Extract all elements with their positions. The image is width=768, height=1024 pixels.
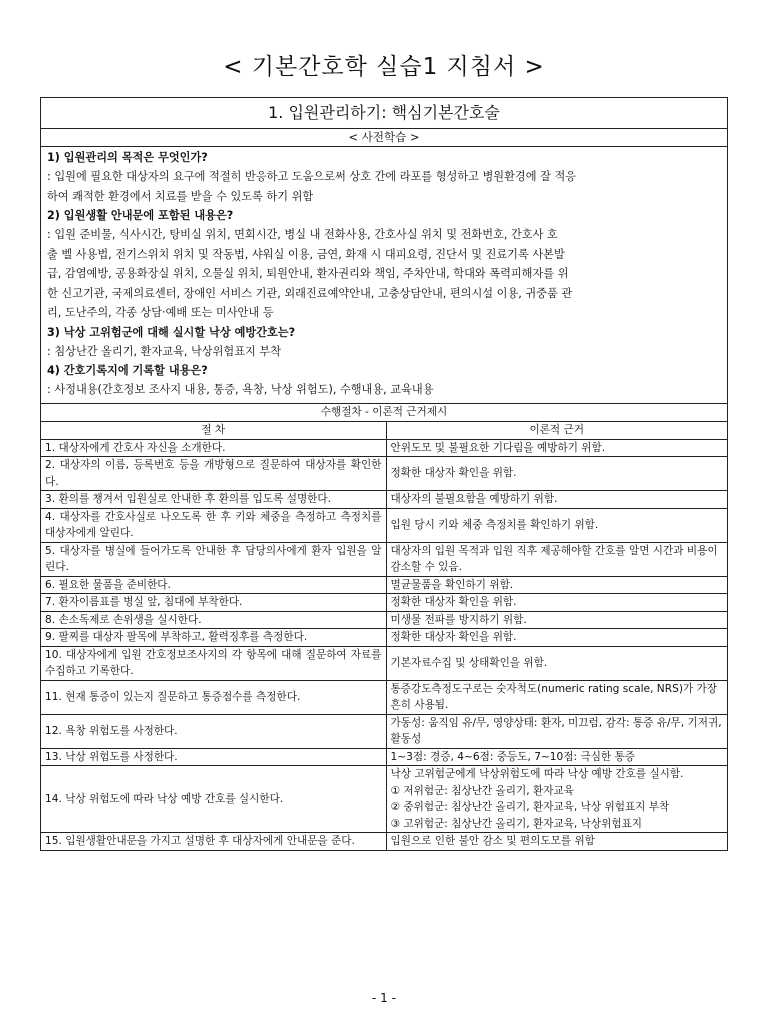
basis-line: 안위도모 및 불필요한 기다림을 예방하기 위함. (390, 441, 606, 454)
procedure-step: 8. 손소독제로 손위생을 실시한다. (41, 611, 386, 629)
basis-line: 정확한 대상자 확인을 위함. (390, 467, 517, 480)
procedure-step: 11. 현재 통증이 있는지 질문하고 통증점수를 측정한다. (41, 680, 386, 714)
basis-line: 1~3점: 경증, 4~6점: 중등도, 7~10점: 극심한 통증 (390, 750, 635, 763)
procedure-row (41, 611, 727, 629)
procedure-row (41, 680, 727, 714)
pre-study-answer-line: : 입원 준비물, 식사시간, 탕비실 위치, 면회시간, 병실 내 전화사용, 간호사실 위치 및 전화번호, 간호사 호 (47, 228, 558, 241)
procedure-basis (386, 439, 727, 457)
procedure-basis (386, 833, 727, 850)
guideline-sheet (40, 97, 728, 851)
procedure-row (41, 508, 727, 542)
procedure-step: 7. 환자이름표를 병실 앞, 침대에 부착한다. (41, 594, 386, 612)
basis-line: 입원으로 인한 불안 감소 및 편의도모를 위함 (390, 835, 595, 847)
basis-line: ③ 고위험군: 침상난간 올리기, 환자교육, 낙상위험표지 (390, 817, 643, 830)
basis-line: 기본자료수집 및 상태확인을 위함. (390, 656, 548, 669)
pre-study-question: 1) 입원관리의 목적은 무엇인가? (47, 151, 208, 164)
basis-line: 가동성: 움직임 유/무, 영양상태: 환자, 미끄럼, 감각: 통증 유/무, 기저귀, 활동성 (390, 716, 722, 745)
procedure-heading: 수행절차 - 이론적 근거제시 (41, 404, 727, 422)
procedure-basis (386, 680, 727, 714)
pre-study-answer-line: 한 신고기관, 국제의료센터, 장애인 서비스 기관, 외래진료예약안내, 고충상담안내, 편의시설 이용, 귀중품 관 (47, 286, 573, 300)
basis-line: ① 저위험군: 침상난간 올리기, 환자교육 (390, 784, 574, 797)
procedure-step: 1. 대상자에게 간호사 자신을 소개한다. (41, 439, 386, 457)
column-header-step: 절 차 (41, 421, 386, 439)
procedure-basis (386, 629, 727, 647)
procedure-basis (386, 508, 727, 542)
procedure-table (41, 404, 727, 850)
document-title: < 기본간호학 실습1 지침서 > (223, 54, 545, 80)
procedure-step: 4. 대상자를 간호사실로 나오도록 한 후 키와 체중을 측정하고 측정치를 대상자에게 알린다. (41, 508, 386, 542)
procedure-step: 14. 낙상 위험도에 따라 낙상 예방 간호를 실시한다. (41, 766, 386, 833)
procedure-basis (386, 766, 727, 833)
procedure-basis (386, 594, 727, 612)
procedure-step: 5. 대상자를 병실에 들어가도록 안내한 후 담당의사에게 환자 입원을 알린다. (41, 542, 386, 576)
basis-line: 멸균물품을 확인하기 위함. (390, 578, 514, 591)
procedure-step: 15. 입원생활안내문을 가지고 설명한 후 대상자에게 안내문을 준다. (41, 833, 386, 850)
procedure-step: 12. 욕창 위험도를 사정한다. (41, 714, 386, 748)
pre-study-answer-line: : 침상난간 올리기, 환자교육, 낙상위험표지 부착 (47, 344, 281, 358)
procedure-step: 13. 낙상 위험도를 사정한다. (41, 748, 386, 766)
pre-study-answer-line: 출 벨 사용법, 전기스위치 위치 및 작동법, 샤워실 이용, 금연, 화재 시 대피요령, 진단서 및 진료기록 사본발 (47, 247, 565, 261)
procedure-step: 2. 대상자의 이름, 등록번호 등을 개방형으로 질문하여 대상자를 확인한다. (41, 457, 386, 491)
procedure-row (41, 457, 727, 491)
procedure-basis (386, 714, 727, 748)
pre-study-question: 4) 간호기록지에 기록할 내용은? (47, 364, 208, 377)
basis-line: 정확한 대상자 확인을 위함. (390, 631, 517, 643)
procedure-step: 9. 팔찌를 대상자 팔목에 부착하고, 활력징후를 측정한다. (41, 629, 386, 647)
basis-line: 낙상 고위험군에게 낙상위험도에 따라 낙상 예방 간호를 실시함. (390, 768, 684, 780)
procedure-row (41, 439, 727, 457)
pre-study-heading: < 사전학습 > (41, 129, 727, 147)
procedure-basis (386, 457, 727, 491)
pre-study-answer-line: 급, 감염예방, 공용화장실 위치, 오물실 위치, 퇴원안내, 환자권리와 책임, 주차안내, 학대와 폭력피해자를 위 (47, 267, 569, 280)
page-number: - 1 - (372, 991, 396, 1005)
pre-study-answer-line: : 사정내용(간호정보 조사지 내용, 통증, 욕창, 낙상 위험도), 수행내용, 교육내용 (47, 383, 434, 396)
basis-line: 통증강도측정도구로는 숫자척도(numeric rating scale, NRS)가 가장 흔히 사용됨. (390, 682, 718, 711)
procedure-row (41, 766, 727, 833)
pre-study-question: 3) 낙상 고위험군에 대해 실시할 낙상 예방간호는? (47, 325, 296, 339)
procedure-basis (386, 611, 727, 629)
procedure-row (41, 629, 727, 647)
procedure-row (41, 748, 727, 766)
procedure-step: 6. 필요한 물품을 준비한다. (41, 576, 386, 594)
pre-study-block (41, 147, 727, 404)
procedure-basis (386, 491, 727, 509)
basis-line: 미생물 전파를 방지하기 위함. (390, 613, 527, 626)
procedure-row (41, 491, 727, 509)
pre-study-answer-line: 리, 도난주의, 각종 상담·예배 또는 미사안내 등 (47, 306, 274, 319)
section-title: 1. 입원관리하기: 핵심기본간호술 (41, 98, 727, 129)
procedure-row (41, 833, 727, 850)
procedure-basis (386, 646, 727, 680)
basis-line: 대상자의 불필요함을 예방하기 위함. (390, 493, 558, 505)
procedure-basis (386, 576, 727, 594)
procedure-row (41, 542, 727, 576)
procedure-row (41, 594, 727, 612)
basis-line: 대상자의 입원 목적과 입원 직후 제공해야할 간호를 알면 시간과 비용이 감소할 수 있음. (390, 544, 718, 573)
basis-line: 정확한 대상자 확인을 위함. (390, 596, 517, 608)
column-header-basis: 이론적 근거 (386, 421, 727, 439)
procedure-step: 10. 대상자에게 입원 간호정보조사지의 각 항목에 대해 질문하여 자료를 수집하고 기록한다. (41, 646, 386, 680)
pre-study-answer-line: 하여 쾌적한 환경에서 치료를 받을 수 있도록 하기 위함 (47, 189, 314, 203)
procedure-basis (386, 542, 727, 576)
basis-line: 입원 당시 키와 체중 측정치를 확인하기 위함. (390, 518, 599, 531)
procedure-row (41, 646, 727, 680)
procedure-row (41, 714, 727, 748)
procedure-basis (386, 748, 727, 766)
basis-line: ② 중위험군: 침상난간 올리기, 환자교육, 낙상 위험표지 부착 (390, 801, 670, 813)
procedure-step: 3. 환의를 챙겨서 입원실로 안내한 후 환의를 입도록 설명한다. (41, 491, 386, 509)
pre-study-answer-line: : 입원에 필요한 대상자의 요구에 적절히 반응하고 도움으로써 상호 간에 라포를 형성하고 병원환경에 잘 적응 (47, 170, 577, 183)
procedure-row (41, 576, 727, 594)
pre-study-question: 2) 입원생활 안내문에 포함된 내용은? (47, 209, 234, 222)
